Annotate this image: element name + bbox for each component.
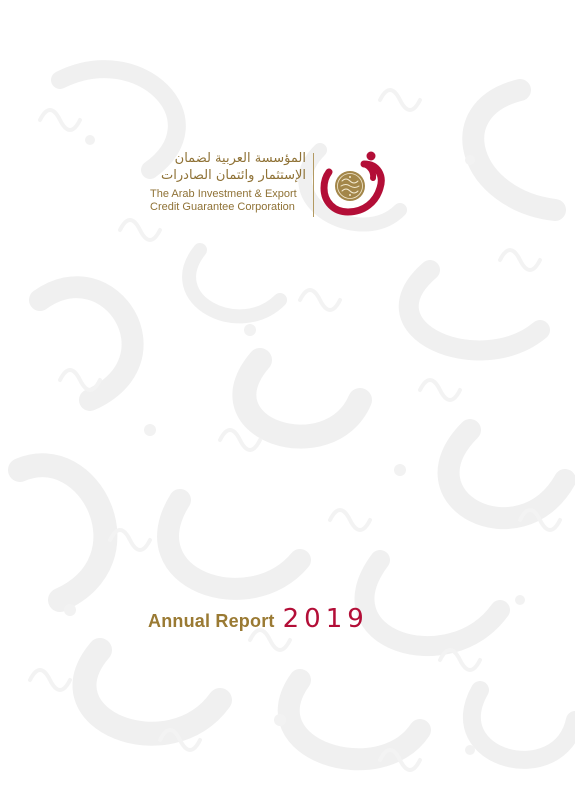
report-title	[148, 604, 369, 634]
logo-divider	[313, 153, 314, 217]
dhad-letter-logo-icon	[320, 150, 386, 220]
org-name-arabic-line-1: المؤسسة العربية لضمان	[174, 151, 306, 166]
organization-logo	[150, 150, 385, 222]
report-year: 2019	[282, 604, 369, 634]
org-name-english-line-2: Credit Guarantee Corporation	[150, 201, 295, 213]
org-name-arabic-line-2: الإستثمار وائتمان الصادرات	[161, 168, 306, 183]
org-name-english-line-1: The Arab Investment & Export	[150, 188, 297, 200]
organization-name	[150, 150, 306, 214]
report-title-text: Annual Report	[148, 611, 275, 631]
